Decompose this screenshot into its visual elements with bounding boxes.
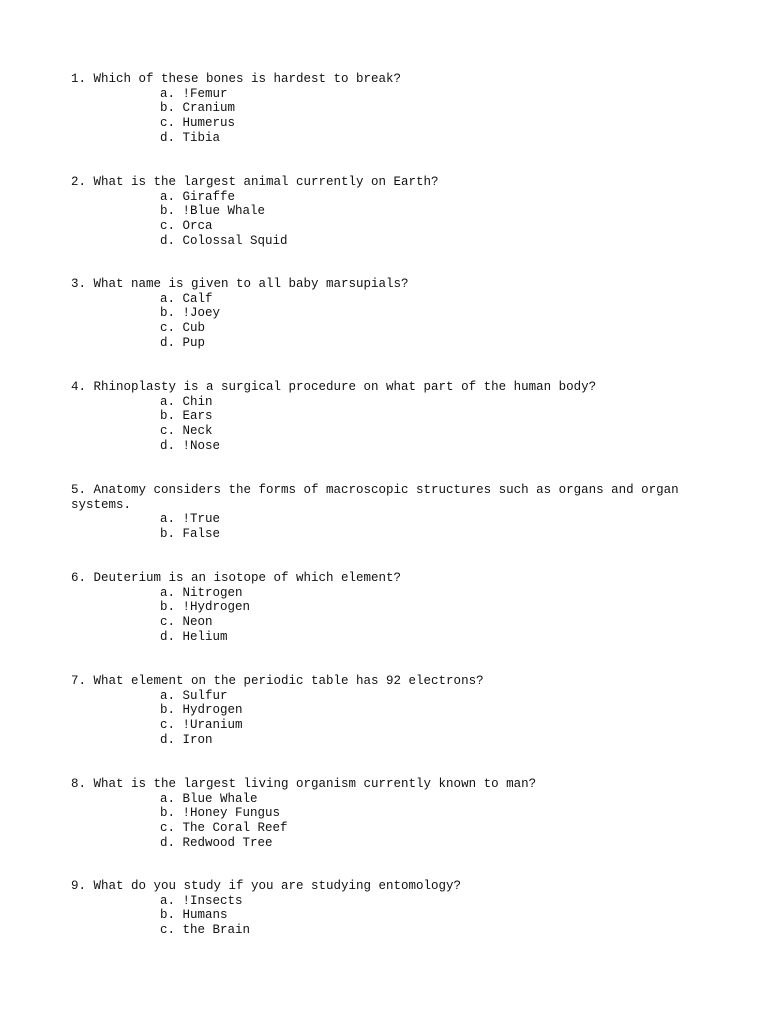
answer-option: d. Colossal Squid <box>160 233 288 248</box>
answer-option: c. !Uranium <box>160 718 243 733</box>
answer-option: a. !Femur <box>160 86 228 101</box>
answer-option: a. Sulfur <box>160 688 228 703</box>
answer-option: b. !Joey <box>160 306 221 321</box>
answer-option: a. Chin <box>160 394 213 409</box>
question-text: 1. Which of these bones is hardest to break? <box>71 72 402 86</box>
question-2 <box>71 175 691 249</box>
question-text: 6. Deuterium is an isotope of which element? <box>71 571 402 585</box>
question-text: 2. What is the largest animal currently on Earth? <box>71 175 439 189</box>
question-text: 5. Anatomy considers the forms of macroscopic structures such as organs and organ systems. <box>71 483 687 512</box>
answer-option: a. Nitrogen <box>160 585 243 600</box>
question-9 <box>71 879 691 938</box>
answer-option: d. !Nose <box>160 438 221 453</box>
answer-option: b. !Honey Fungus <box>160 806 281 821</box>
answer-option: a. !Insects <box>160 893 243 908</box>
answer-option: b. Humans <box>160 908 228 923</box>
question-3 <box>71 277 691 351</box>
answer-option: b. Hydrogen <box>160 703 243 718</box>
answer-option: d. Pup <box>160 335 206 350</box>
answer-option: b. !Hydrogen <box>160 600 251 615</box>
answer-option: d. Tibia <box>160 130 221 145</box>
answer-option: c. Neon <box>160 615 213 630</box>
question-6 <box>71 571 691 645</box>
question-text: 4. Rhinoplasty is a surgical procedure on what part of the human body? <box>71 380 597 394</box>
question-1 <box>71 72 691 146</box>
answer-option: d. Redwood Tree <box>160 835 273 850</box>
answer-option: a. !True <box>160 512 221 527</box>
answer-option: c. Neck <box>160 424 213 439</box>
question-text: 3. What name is given to all baby marsupials? <box>71 277 409 291</box>
answer-option: c. the Brain <box>160 923 251 938</box>
question-text: 7. What element on the periodic table has 92 electrons? <box>71 674 484 688</box>
answer-option: a. Giraffe <box>160 189 236 204</box>
question-8 <box>71 777 691 851</box>
answer-option: c. Orca <box>160 219 213 234</box>
answer-option: a. Blue Whale <box>160 791 258 806</box>
answer-option: b. !Blue Whale <box>160 204 266 219</box>
answer-option: b. False <box>160 527 221 542</box>
question-text: 9. What do you study if you are studying entomology? <box>71 879 462 893</box>
answer-option: d. Iron <box>160 732 213 747</box>
question-text: 8. What is the largest living organism currently known to man? <box>71 777 537 791</box>
answer-option: b. Ears <box>160 409 213 424</box>
question-4 <box>71 380 691 454</box>
question-5 <box>71 483 691 542</box>
answer-option: d. Helium <box>160 629 228 644</box>
answer-option: c. Cub <box>160 321 206 336</box>
question-7 <box>71 674 691 748</box>
answer-option: c. The Coral Reef <box>160 821 288 836</box>
answer-option: a. Calf <box>160 291 213 306</box>
answer-option: c. Humerus <box>160 116 236 131</box>
answer-option: b. Cranium <box>160 101 236 116</box>
